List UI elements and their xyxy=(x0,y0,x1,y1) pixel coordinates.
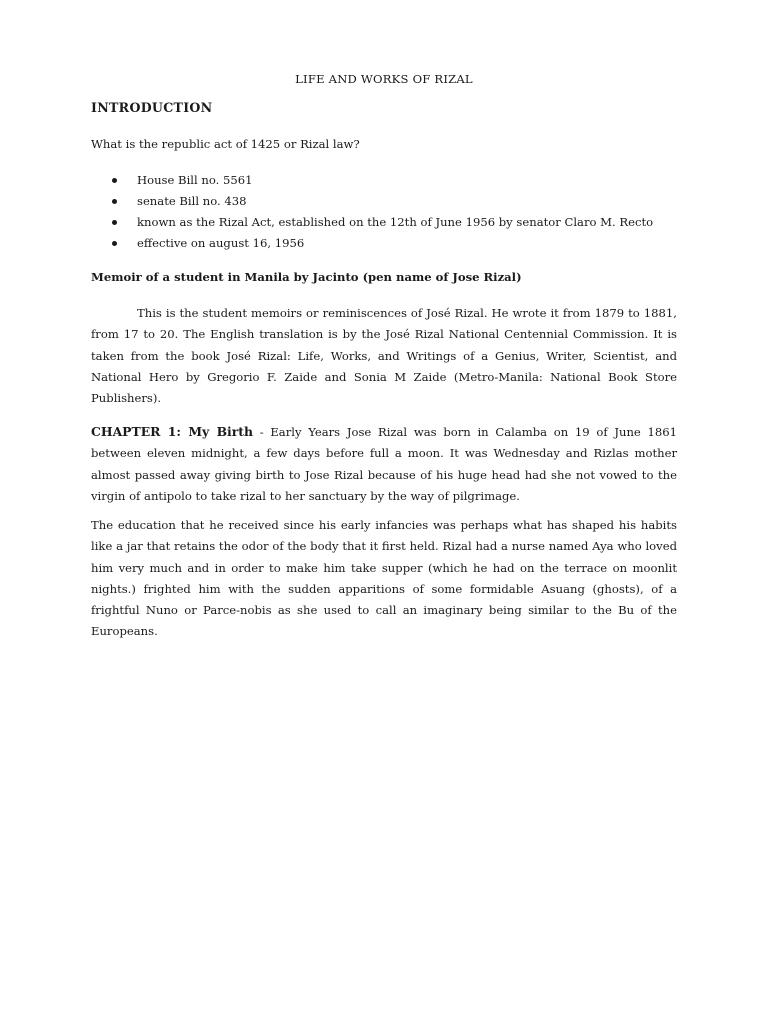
list-item-text: effective on august 16, 1956 xyxy=(137,236,305,250)
bullet-icon xyxy=(112,199,117,204)
list-item-text: House Bill no. 5561 xyxy=(137,173,253,187)
list-item-text: senate Bill no. 438 xyxy=(137,194,247,208)
introduction-heading: INTRODUCTION xyxy=(91,100,213,115)
list-item xyxy=(91,192,653,213)
bullet-icon xyxy=(112,241,117,246)
fact-list xyxy=(91,171,653,255)
list-item-text: known as the Rizal Act, established on the 12th of June 1956 by senator Claro M. Recto xyxy=(137,215,654,229)
list-item xyxy=(91,171,653,192)
memoir-heading: Memoir of a student in Manila by Jacinto (pen name of Jose Rizal) xyxy=(91,270,522,284)
memoir-paragraph: This is the student memoirs or reminiscences of José Rizal. He wrote it from 1879 to 1881, from 17 to 20. The English translation is by the José Rizal National Centennial Commission. It is taken from the book José Rizal: Life, Works, and Writings of a Genius, Writer, Scientist, and National Hero by Gregorio F. Zaide and Sonia M Zaide (Metro-Manila: National Book Store Publishers). xyxy=(91,306,677,406)
chapter-text: - Early Years Jose Rizal was born in Calamba on 19 of June 1861 between eleven midnight, a few days before full a moon. It was Wednesday and Rizlas mother almost passed away giving birth to Jose Rizal because of his huge head had she not vowed to the virgin of antipolo to take rizal to her sanctuary by the way of pilgrimage. xyxy=(91,425,677,503)
list-item xyxy=(91,213,653,234)
intro-question: What is the republic act of 1425 or Rizal law? xyxy=(91,137,360,151)
bullet-icon xyxy=(112,220,117,225)
education-paragraph: The education that he received since his early infancies was perhaps what has shaped his habits like a jar that retains the odor of the body that it first held. Rizal had a nurse named Aya who loved him very much and in order to make him take supper (which he had on the terrace on moonlit nights.) frighted him with the sudden apparitions of some formidable Asuang (ghosts), of a frightful Nuno or Parce-nobis as she used to call an imaginary being similar to the Bu of the Europeans. xyxy=(91,518,677,639)
list-item xyxy=(91,234,653,255)
bullet-icon xyxy=(112,178,117,183)
chapter-paragraph xyxy=(91,421,677,507)
document-title: LIFE AND WORKS OF RIZAL xyxy=(295,72,473,86)
chapter-label: CHAPTER 1: My Birth xyxy=(91,424,254,439)
